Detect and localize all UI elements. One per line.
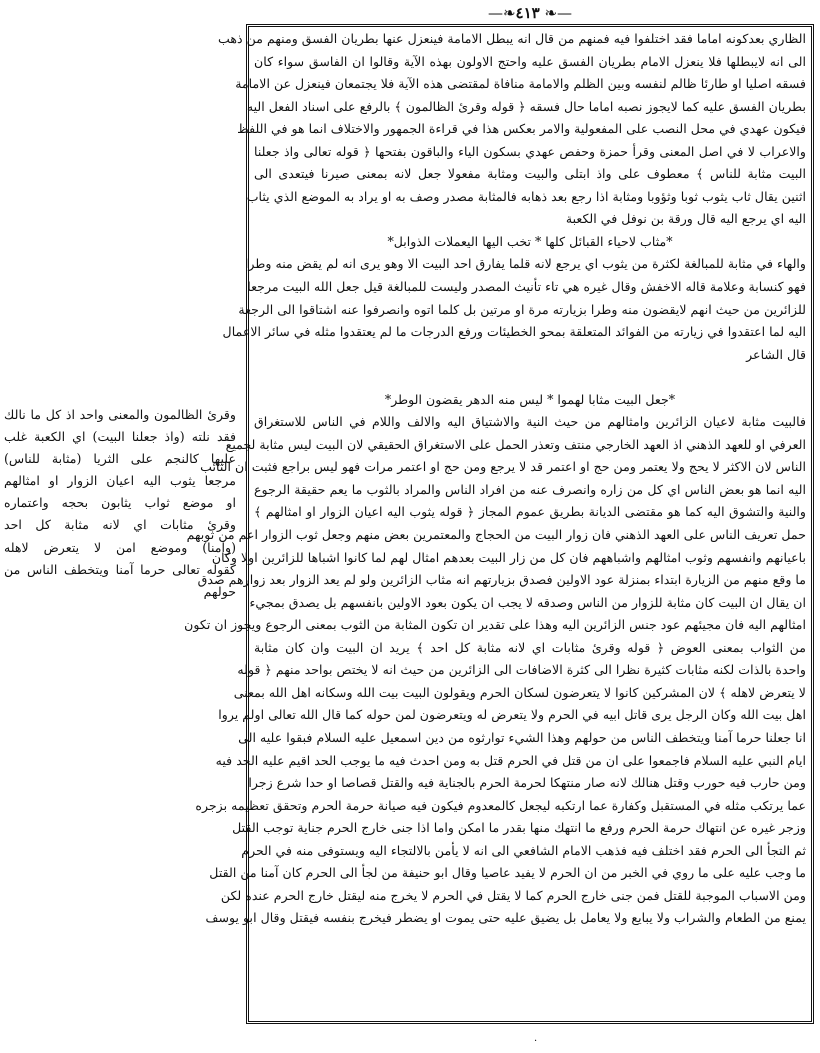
- text-line: بطريان الفسق عليه كما لايجوز نصبه اماما حال فسقه ﴿ قوله وقرئ الظالمون ﴾ بالرفع على اسناد الفعل اليه: [246, 98, 806, 114]
- text-line: ومن حارب فيه حورب وقتل هنالك لانه صار منتهكا لحرمة الحرم بالجناية فيه والقتل قصاصا او حدا شرع زجرا: [248, 775, 806, 791]
- text-line: الظاري بعدكونه اماما فقد اختلفوا فيه فمنهم من قال انه يبطل الامامة فينعزل عنها بطريان الفسق ومنهم من ذهب: [218, 31, 806, 46]
- margin-note: [4, 404, 236, 603]
- text-line: ان يقال ان البيت كان مثابة للزوار من الناس وصدقه لا يجب ان يكون بعود الاولين بانفسهم بل يصدق بمجيء: [249, 594, 806, 610]
- text-line: اليه انما هو بعض الناس اي كل من زاره وانصرف عنه من افراد الناس والمراد بالثوب ما يعم حقيقة الرجوع: [254, 481, 806, 497]
- text-line: والاعراب لا في اصل المعنى وقرأ حمزة وحفص عهدي بسكون الياء والباقون بفتحها ﴿ قوله تعالى واذ جعلنا: [254, 143, 806, 159]
- margin-line: كقوله تعالى حرما آمنا ويتخطف الناس من: [4, 561, 236, 577]
- text-line: والنية والتشوق اليه كما هو مقتضى الديانة بطريق عموم المجاز ﴿ قوله يثوب اليه اعيان الزوار او امثالهم ﴾: [254, 504, 806, 520]
- text-line: والهاء في مثابة للمبالغة لكثرة من يثوب اي يرجع لانه قلما يفارق احد البيت الا وهو يرى انه لم يقض منه وطرا: [244, 256, 806, 272]
- text-line: ايام النبي عليه السلام فاجمعوا على ان من قتل في الحرم قتل به ومن احدث فيه ما يوجب الحد اقيم عليه الحد فيه: [215, 752, 806, 768]
- text-line: واحدة بالذات لكنه مثابات كثيرة نظرا الى كثرة الاضافات الى الزائرين من حيث انه لا يختص بواحد منهم ﴿ قوله: [237, 662, 806, 678]
- text-line: البيت مثابة للناس ﴾ معطوف على واذ ابتلى والبيت ومثابة مفعولا جعل لانه بمعنى صيرنا فيتعدى الى: [254, 166, 806, 182]
- text-line: فهو كنسابة وعلامة قاله الاخفش وقال غيره هي تاء تأنيث المصدر وليست للمبالغة قيل جعل الله البيت مرجعا: [247, 279, 806, 295]
- text-line: من الثواب بمعنى العوض ﴿ قوله وقرئ مثابات اي لانه مثابة كل احد ﴾ يريد ان البيت وان كان مثابة: [254, 639, 806, 655]
- text-line: اهل بيت الله وكان الرجل يرى قاتل ابيه في الحرم ولا يتعرض له ويتعرضون لمن حوله كما قال الله تعالى اولم يروا: [218, 707, 806, 723]
- text-line: الناس لان الاكثر لا يحج ولا يعتمر ومن حج او اعتمر قد لا يرجع ومن حج او اعتمر مرات فهو ليس براجع فثبت ان الثائب: [200, 459, 806, 475]
- text-line: اليه اي يرجع اليه قال ورقة بن نوفل في الكعبة: [565, 211, 806, 227]
- text-line: لا يتعرض لاهله ﴾ لان المشركين كانوا لا يتعرضون لسكان الحرم ويقولون البيت بيت الله وسكانه اهل الله بمعنى: [233, 684, 806, 700]
- text-line: امثالهم اليه فان مجيئهم عود جنس الزائرين اليه وهذا على تقدير ان تكون المثابة من الثوب بمعنى الرجوع ويجوز ان تكون: [184, 617, 806, 633]
- footer-mark: ·: [534, 1036, 538, 1047]
- text-line: عما يرتكب مثله في المستقبل وكفارة عما ارتكبه ليجعل كالمعدوم فيكون فيه صيانة حرمة الحرم وتحقق تعظيمه بزجره: [195, 797, 806, 813]
- text-line: ومن الاسباب الموجبة للقتل فمن جنى خارج الحرم كما لا يقتل في الحرم لا يخرج منه ليقتل خارج الحرم عنده لكن: [220, 887, 806, 903]
- text-line: للزائرين من حيث انهم لايقضون منه وطرا بزيارته مرة او مرتين بل كلما اتوه وانصرفوا عنه اشتاقوا الى الرجعة: [238, 301, 806, 317]
- text-line: ما وقع منهم من الزيارة ابتداء بمنزلة عود الاولين فصدق بزيارتهم انه مثاب الزائرين ولو لم يعد الزوار بعد زوارهم صدق: [197, 572, 806, 588]
- page-number: —❧ ٤١٣ ❧—: [480, 4, 580, 22]
- text-line: حمل تعريف الناس على العهد الذهني فان زوار البيت من الحجاج والمعتمرين بعض منهم وجعل ثوب الزوار اعم من ثوبهم: [186, 527, 806, 543]
- text-line: [254, 930, 806, 953]
- text-line: فسقه اصليا او طارئا ظالم لنفسه وبين الظلم والامامة منافاة لمقتضى هذه الآية فلا يجتمعان فينعزل عن الامامة: [235, 76, 806, 92]
- text-line: وزجر غيره عن انتهاك حرمة الحرم ورفع ما انتهك منها بقدر ما امكن واما اذا جنى خارج الحرم جناية توجب القتل: [232, 820, 806, 836]
- text-line: يمنع من الطعام والشراب ولا يبايع ولا يعامل بل يضيق عليه حتى يموت او يضطر فيخرج بنفسه فيقتل وقال ابو يوسف: [205, 910, 806, 926]
- margin-line: وقرئ مثابات اي لانه مثابة كل احد: [4, 517, 236, 533]
- margin-line: عليها كالنجم على الثريا (مثابة للناس): [4, 451, 236, 467]
- margin-line: (وامنا) وموضع امن لا يتعرض لاهله: [4, 539, 236, 555]
- text-line: ثم التجأ الى الحرم فقد اختلف فيه فذهب الامام الشافعي الى انه لا يأمن بالالتجاء اليه ويستوفى منه في الحرم: [241, 842, 806, 858]
- text-line: العرفي او للعهد الذهني اذ العهد الخارجي منتف وتعذر الحمل على الاستغراق الحقيقي لان البيت ليس مثابة لجميع: [225, 436, 806, 452]
- blank-line: [254, 366, 806, 389]
- text-line: قال الشاعر: [746, 346, 806, 362]
- poetry-verse: *مثاب لاحياء القبائل كلها * تخب اليها اليعملات الذوابل*: [387, 233, 673, 249]
- text-line: انا جعلنا حرما آمنا ويتخطف الناس من حولهم وهذا الشيء توارثوه من دين اسمعيل عليه السلام فبقوا عليه الى: [238, 729, 806, 745]
- main-commentary-text: [184, 28, 806, 1018]
- text-line: اثنين يقال ثاب يثوب ثوبا وثؤوبا ومثابة اذا رجع بعد ذهابه فالمثابة مصدر وصف به او يراد به الموضع الذي يثاب: [246, 188, 806, 204]
- text-line: فالبيت مثابة لاعيان الزائرين وامثالهم من حيث النية والاشتياق اليه والالف واللام في الناس للاستغراق: [254, 414, 806, 430]
- margin-line: مرجعا يثوب اليه اعيان الزوار او امثالهم: [4, 473, 236, 489]
- text-line: اليه لما اعتقدوا في زيارته من الفوائد المتعلقة بمحو الخطيئات ورفع الدرجات ما لم يعتقدوا مثله في سائر الاعمال: [222, 324, 806, 340]
- margin-line: فقد نلته (واذ جعلنا البيت) اي الكعبة غلب: [4, 429, 236, 445]
- poetry-verse: *جعل البيت مثابا لهموا * ليس منه الدهر يقضون الوطر*: [384, 391, 676, 407]
- text-line: باعيانهم وانفسهم وثوب امثالهم واشباههم فان كل من زار البيت بعدهم امثال لهم لما كانوا اشباها للزائرين اولا وكان: [211, 549, 806, 565]
- text-line: فيكون عهدي في محل النصب على المفعولية والامر بعكس هذا في قراءة الجمهور والاختلاف انما هو في اللفظ: [237, 121, 806, 137]
- margin-line: او موضع ثواب يثابون بحجه واعتماره: [4, 495, 236, 511]
- margin-line: وقرئ الظالمون والمعنى واحد اذ كل ما نالك: [4, 407, 236, 422]
- text-line: الى انه لايبطلها فلا ينعزل الامام بطريان الفسق عليه واحتج الاولون بهذه الآية وقالوا ان الفاسق سواء كان: [254, 53, 806, 69]
- text-line: ما وجب عليه على ما روي في الخبر من ان الحرم لا يفيد عاصيا وقال ابو حنيفة من لجأ الى الحرم كان آمنا من القتل: [209, 865, 806, 881]
- margin-line: حولهم: [203, 583, 236, 599]
